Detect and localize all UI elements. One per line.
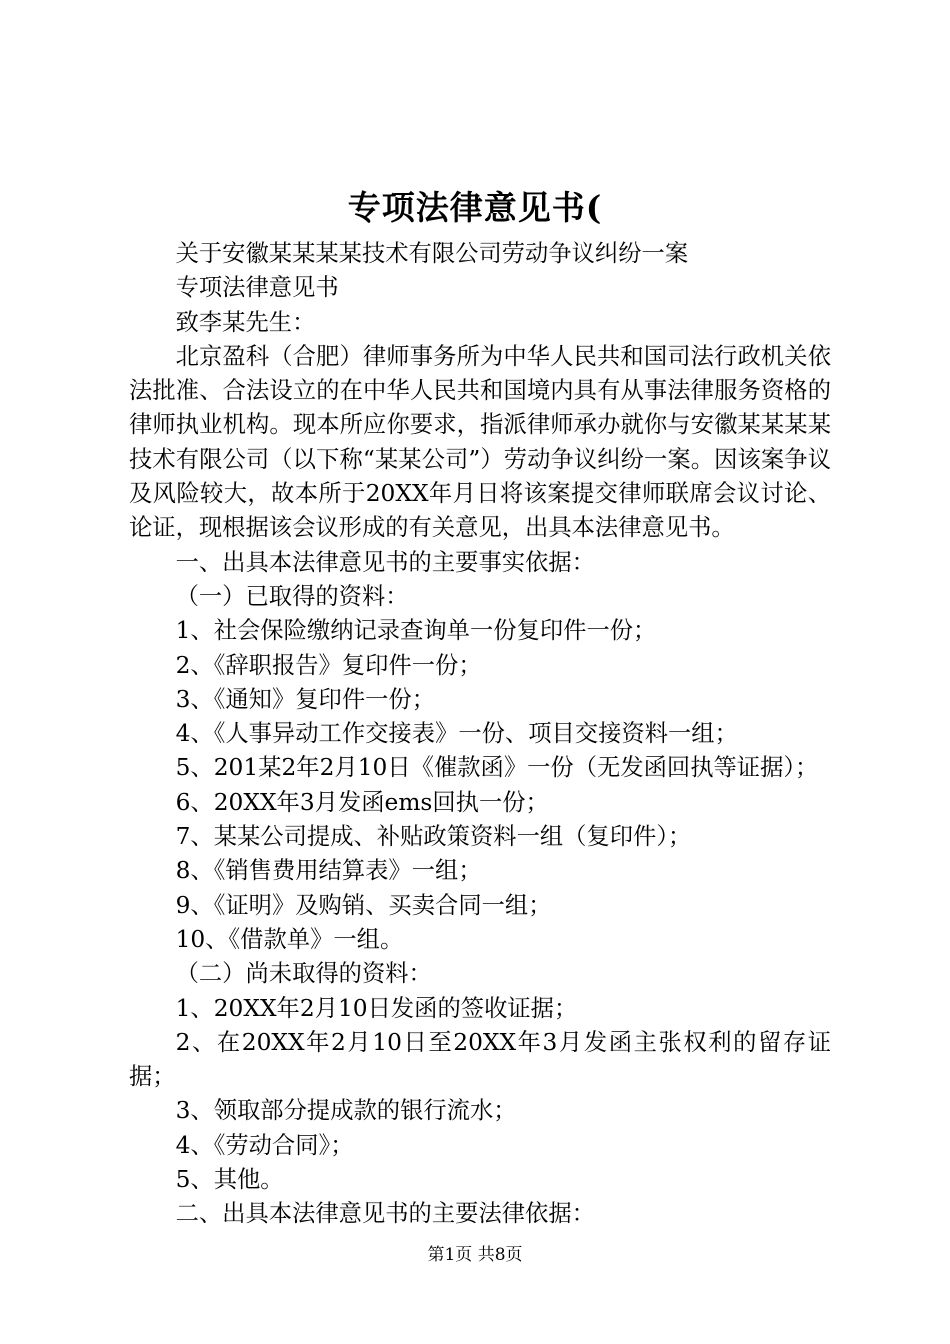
paragraph-section-two: 二、出具本法律意见书的主要法律依据： bbox=[175, 1200, 595, 1228]
list-item: 2、在20XX年2月10日至20XX年3月发函主张权利的留存证据； bbox=[129, 1028, 831, 1091]
document-body bbox=[129, 237, 831, 1232]
list-item: 1、20XX年2月10日发函的签收证据； bbox=[175, 994, 578, 1022]
page-footer: 第1页 共8页 bbox=[427, 1245, 523, 1265]
paragraph-intro: 北京盈科（合肥）律师事务所为中华人民共和国司法行政机关依法批准、合法设立的在中华人民共和国境内具有从事法律服务资格的律师执业机构。现本所应你要求，指派律师承办就你与安徽某某某某技术有限公司（以下称“某某公司”）劳动争议纠纷一案。因该案争议及风险较大，故本所于20XX年月日将该案提交律师联席会议讨论、论证，现根据该会议形成的有关意见，出具本法律意见书。 bbox=[129, 342, 831, 542]
list-item: 9、《证明》及购销、买卖合同一组； bbox=[175, 891, 552, 919]
list-item: 1、社会保险缴纳记录查询单一份复印件一份； bbox=[175, 617, 657, 645]
list-item: 8、《销售费用结算表》一组； bbox=[175, 857, 482, 885]
list-item: 3、领取部分提成款的银行流水； bbox=[175, 1097, 517, 1125]
list-item: 4、《劳动合同》； bbox=[175, 1131, 354, 1159]
list-item: 7、某某公司提成、补贴政策资料一组（复印件）； bbox=[175, 823, 692, 851]
paragraph-pending-heading: （二）尚未取得的资料： bbox=[175, 960, 432, 988]
document-title: 专项法律意见书( bbox=[347, 188, 603, 227]
paragraph-subtitle: 专项法律意见书 bbox=[175, 274, 339, 302]
paragraph-case-heading: 关于安徽某某某某技术有限公司劳动争议纠纷一案 bbox=[175, 240, 689, 267]
list-item: 6、20XX年3月发函ems回执一份； bbox=[175, 788, 549, 816]
paragraph-section-one: 一、出具本法律意见书的主要事实依据： bbox=[175, 548, 595, 576]
list-item: 2、《辞职报告》复印件一份； bbox=[175, 651, 482, 679]
list-item: 10、《借款单》一组。 bbox=[175, 925, 404, 953]
list-item: 5、其他。 bbox=[175, 1166, 284, 1194]
list-item: 4、《人事异动工作交接表》一份、项目交接资料一组； bbox=[175, 720, 738, 748]
paragraph-salutation: 致李某先生： bbox=[175, 308, 316, 336]
paragraph-obtained-heading: （一）已取得的资料： bbox=[175, 582, 409, 610]
list-item: 5、201某2年2月10日《催款函》一份（无发函回执等证据）； bbox=[175, 754, 819, 782]
list-item: 3、《通知》复印件一份； bbox=[175, 685, 436, 713]
